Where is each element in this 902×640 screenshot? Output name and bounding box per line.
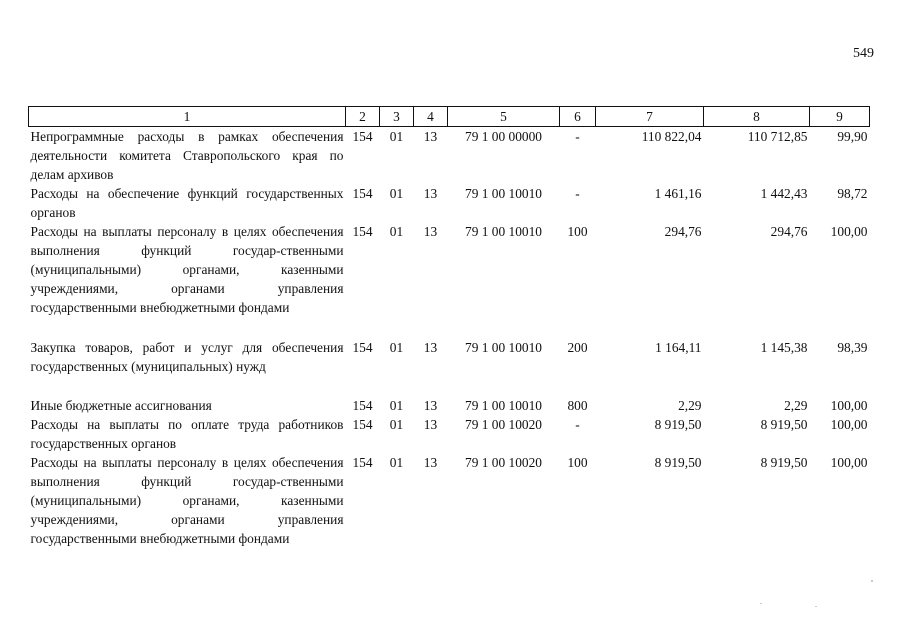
header-cell-4: 4	[414, 107, 448, 127]
row-cell: 100,00	[830, 224, 868, 239]
row-cell: 110 822,04	[641, 129, 702, 144]
row-cell: 13	[423, 417, 438, 432]
row-cell: 13	[423, 455, 438, 470]
row-description: Расходы на выплаты по оплате труда работников государственных органов	[30, 417, 344, 451]
row-cell: 01	[389, 224, 404, 239]
row-cell: 8 919,50	[760, 417, 808, 432]
row-cell: 154	[352, 398, 373, 413]
budget-table	[28, 106, 870, 567]
row-cell: 8 919,50	[654, 417, 702, 432]
scan-speck	[871, 580, 873, 582]
row-cell: 79 1 00 10010	[465, 186, 542, 201]
row-description: Иные бюджетные ассигнования	[30, 398, 212, 413]
row-cell: 79 1 00 10020	[465, 455, 542, 470]
row-cell: 8 919,50	[654, 455, 702, 470]
row-cell: 01	[389, 129, 404, 144]
header-cell-2: 2	[346, 107, 380, 127]
row-cell: -	[575, 186, 580, 201]
row-cell: 294,76	[664, 224, 702, 239]
row-cell: 100	[567, 224, 588, 239]
row-cell: 1 145,38	[760, 340, 808, 355]
row-cell: 154	[352, 186, 373, 201]
row-cell: 154	[352, 224, 373, 239]
header-cell-3: 3	[380, 107, 414, 127]
table-row	[29, 184, 870, 222]
table-row	[29, 453, 870, 567]
row-description: Расходы на обеспечение функций государственных органов	[30, 186, 344, 220]
page-number: 549	[853, 46, 874, 61]
row-cell: 01	[389, 417, 404, 432]
row-cell: -	[575, 129, 580, 144]
header-cell-6: 6	[560, 107, 596, 127]
row-cell: 1 164,11	[655, 340, 702, 355]
row-cell: 8 919,50	[760, 455, 808, 470]
row-cell: 294,76	[770, 224, 808, 239]
table-row	[29, 338, 870, 396]
table-row	[29, 222, 870, 338]
header-cell-8: 8	[704, 107, 810, 127]
row-cell: 99,90	[837, 129, 868, 144]
row-cell: 01	[389, 186, 404, 201]
row-cell: 13	[423, 186, 438, 201]
row-cell: 110 712,85	[747, 129, 808, 144]
row-cell: 01	[389, 455, 404, 470]
table-row	[29, 415, 870, 453]
row-cell: 79 1 00 10020	[465, 417, 542, 432]
row-cell: 98,39	[837, 340, 868, 355]
header-cell-1: 1	[29, 107, 346, 127]
row-cell: 01	[389, 340, 404, 355]
row-description: Закупка товаров, работ и услуг для обеспечения государственных (муниципальных) нужд	[30, 340, 344, 374]
row-cell: 154	[352, 129, 373, 144]
scan-speck	[760, 603, 762, 604]
row-cell: 1 461,16	[654, 186, 702, 201]
table-row	[29, 396, 870, 415]
row-cell: 79 1 00 10010	[465, 340, 542, 355]
scan-speck	[815, 606, 817, 607]
row-cell: 154	[352, 417, 373, 432]
row-cell: 154	[352, 455, 373, 470]
header-cell-7: 7	[596, 107, 704, 127]
row-cell: 79 1 00 10010	[465, 398, 542, 413]
row-cell: 154	[352, 340, 373, 355]
row-cell: 79 1 00 10010	[465, 224, 542, 239]
row-cell: 200	[567, 340, 588, 355]
table-row	[29, 127, 870, 185]
header-cell-5: 5	[448, 107, 560, 127]
header-cell-9: 9	[810, 107, 870, 127]
row-cell: 13	[423, 224, 438, 239]
header-row	[29, 107, 870, 127]
row-cell: 13	[423, 398, 438, 413]
row-cell: 100	[567, 455, 588, 470]
row-cell: 98,72	[837, 186, 868, 201]
row-cell: 79 1 00 00000	[465, 129, 542, 144]
row-cell: 2,29	[678, 398, 702, 413]
row-cell: -	[575, 417, 580, 432]
row-cell: 100,00	[830, 417, 868, 432]
row-cell: 100,00	[830, 398, 868, 413]
row-cell: 1 442,43	[760, 186, 808, 201]
row-cell: 13	[423, 340, 438, 355]
row-cell: 01	[389, 398, 404, 413]
row-cell: 800	[567, 398, 588, 413]
row-cell: 2,29	[784, 398, 808, 413]
row-description: Расходы на выплаты персоналу в целях обеспечения выполнения функций государ-ственными (муниципальными) органами, казенными учреждениями, органами управления государственными внебюджетными фондами	[30, 455, 344, 546]
row-description: Расходы на выплаты персоналу в целях обеспечения выполнения функций государ-ственными (муниципальными) органами, казенными учреждениями, органами управления государственными внебюджетными фондами	[30, 224, 344, 315]
row-cell: 13	[423, 129, 438, 144]
row-cell: 100,00	[830, 455, 868, 470]
row-description: Непрограммные расходы в рамках обеспечения деятельности комитета Ставропольского края по делам архивов	[30, 129, 344, 182]
